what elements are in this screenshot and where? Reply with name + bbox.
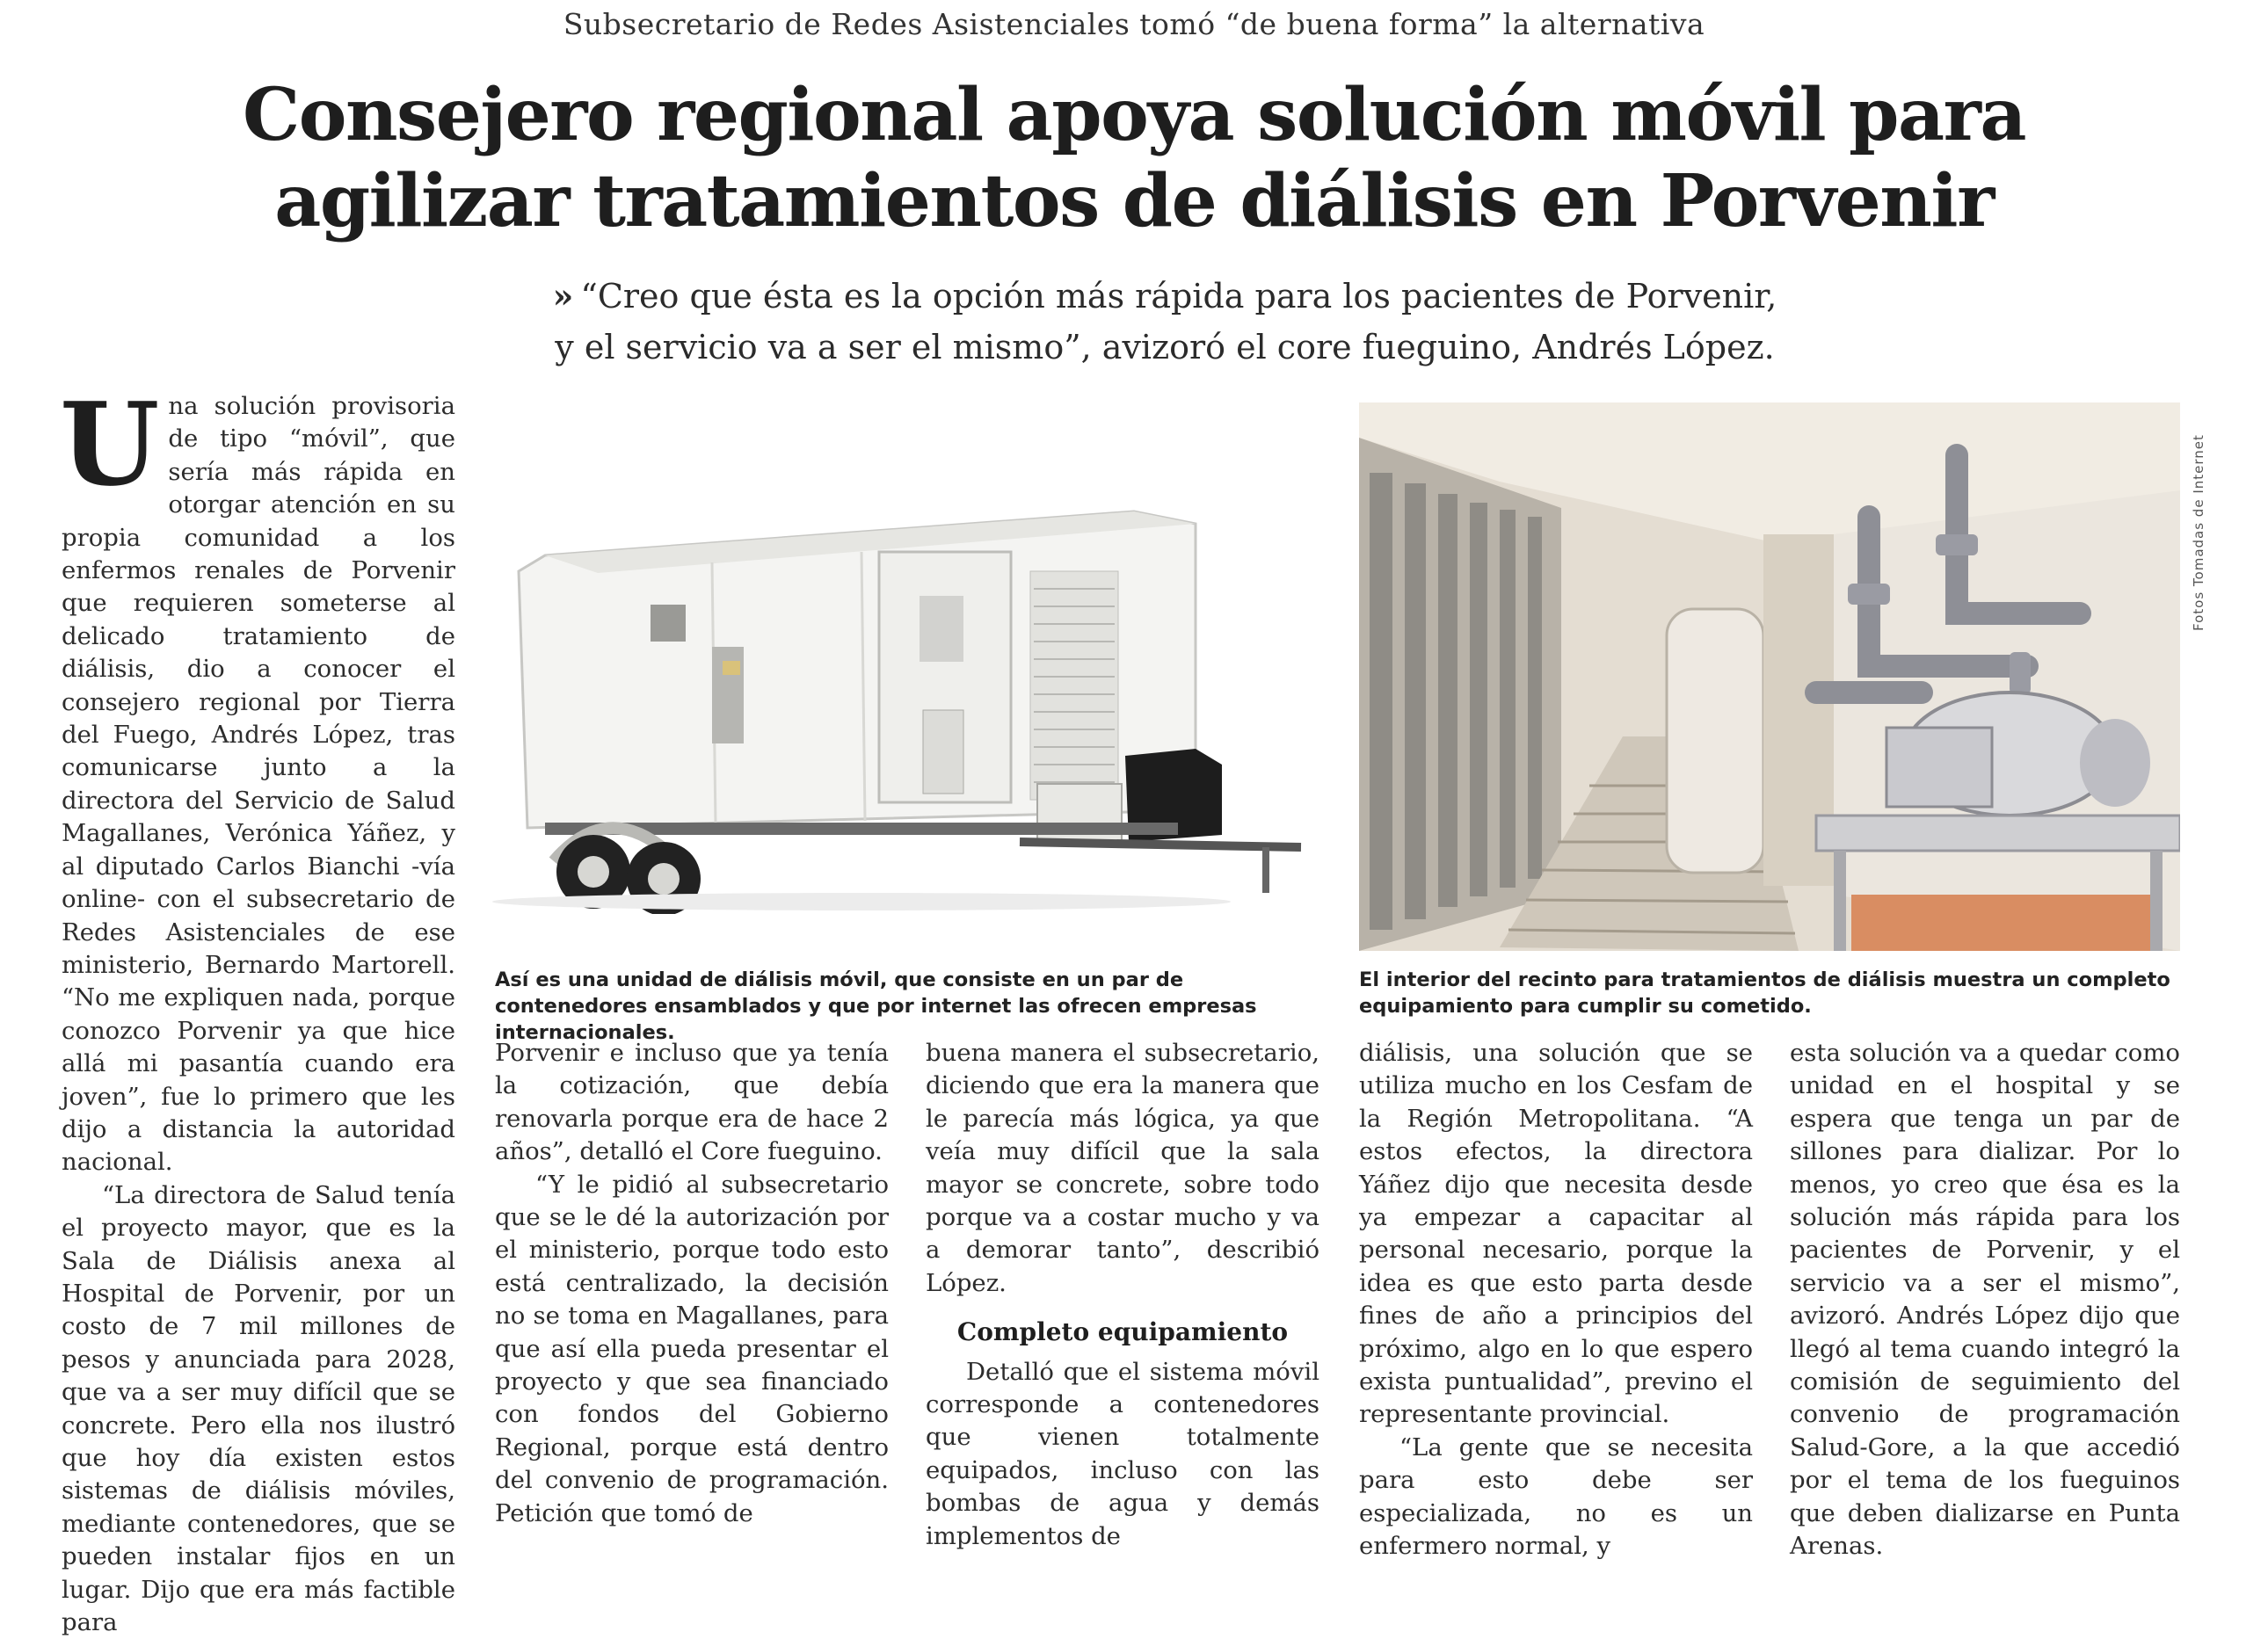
photo-credit: Fotos Tomadas de Internet bbox=[2191, 434, 2206, 631]
chevron-right-icon: » bbox=[552, 276, 574, 315]
deck-line-2: y el servicio va a ser el mismo”, avizoró el core fueguino, Andrés López. bbox=[555, 328, 1775, 366]
article-column-1 bbox=[60, 377, 455, 1639]
subheading: Completo equipamiento bbox=[956, 1317, 1289, 1347]
paragraph: Una solución provisoria de tipo “móvil”, que sería más rápida en otorgar atención en su propia comunidad a los enfermos renales de Porvenir que requieren someterse al delicado tratamiento de diálisis, dio a conocer el consejero regional por Tierra del Fuego, Andrés López, tras comunicarse junto a la directora del Servicio de Salud Magallanes, Verónica Yáñez, y al diputado Carlos Bianchi -vía online- con el subsecretario de Redes Asistenciales de ese ministerio, Bernardo Martorell. “No me expliquen nada, porque conozco Porvenir ya que hice allá mi pasantía cuando era joven”, fue lo primero que les dijo a distancia la autoridad nacional. bbox=[60, 377, 455, 1177]
paragraph: diálisis, una solución que se utiliza mucho en los Cesfam de la Región Metropolitana. “A estos efectos, la directora Yáñez dijo que necesita desde ya empezar a capacitar al personal necesario, porque la idea es que esto parta desde fines de año a principios del próximo, algo en lo que espero exista puntualidad”, previno el representante provincial. bbox=[1359, 1039, 1753, 1429]
article-column-2 bbox=[495, 1037, 889, 1530]
caption-trailer: Así es una unidad de diálisis móvil, que consiste en un par de contenedores ensamblados y que por internet las ofrecen empresas internacionales. bbox=[495, 968, 1257, 1044]
caption-interior: El interior del recinto para tratamientos de diálisis muestra un completo equipamiento para cumplir su cometido. bbox=[1359, 968, 2170, 1018]
article-column-4 bbox=[1359, 1037, 1753, 1563]
interior-illustration bbox=[1359, 402, 2180, 951]
paragraph: Porvenir e incluso que ya tenía la cotización, que debía renovarla porque era de hace 2 años”, detalló el Core fueguino. bbox=[495, 1039, 889, 1166]
article-column-5 bbox=[1790, 1037, 2180, 1563]
photo-dialysis-interior bbox=[1359, 402, 2180, 951]
deck bbox=[527, 271, 1802, 373]
headline bbox=[176, 72, 2092, 244]
headline-line-2: agilizar tratamientos de diálisis en Porvenir bbox=[274, 159, 1994, 243]
deck-text-1: “Creo que ésta es la opción más rápida para los pacientes de Porvenir, bbox=[580, 277, 1777, 315]
kicker: Subsecretario de Redes Asistenciales tomó “de buena forma” la alternativa bbox=[563, 7, 1705, 41]
paragraph: “Y le pidió al subsecretario que se le dé la autorización por el ministerio, porque todo esto está centralizado, la decisión no se toma en Magallanes, para que así ella pueda presentar el proyecto y que sea financiado con fondos del Gobierno Regional, porque está dentro del convenio de programación. Petición que tomó de bbox=[495, 1170, 889, 1527]
paragraph: Detalló que el sistema móvil corresponde a contenedores que vienen totalmente equipados, incluso con las bombas de agua y demás implementos de bbox=[926, 1357, 1319, 1550]
deck-line-1 bbox=[527, 271, 1802, 322]
article-column-3 bbox=[926, 1037, 1319, 1553]
paragraph: “La directora de Salud tenía el proyecto mayor, que es la Sala de Diálisis anexa al Hospital de Porvenir, por un costo de 7 mil millones de pesos y anunciada para 2028, que va a ser muy difícil que se concrete. Pero ella nos ilustró que hoy día existen estos sistemas de diálisis móviles, mediante contenedores, que se pueden instalar fijos en un lugar. Dijo que era más factible para bbox=[62, 1180, 455, 1637]
paragraph: buena manera el subsecretario, diciendo que era la manera que le parecía más lógica, ya que veía muy difícil que la sala mayor se concrete, sobre todo porque va a costar mucho y va a demorar tanto”, describió López. bbox=[926, 1039, 1319, 1297]
paragraph: “La gente que se necesita para esto debe ser especializada, no es un enfermero normal, y bbox=[1359, 1432, 1753, 1561]
drop-cap: U bbox=[60, 377, 160, 511]
headline-line-1: Consejero regional apoya solución móvil para bbox=[242, 73, 2025, 157]
photo-dialysis-trailer bbox=[492, 475, 1336, 914]
paragraph: esta solución va a quedar como unidad en el hospital y se espera que tenga un par de sillones para dializar. Por lo menos, yo creo que ésa es la solución más rápida para los pacientes de Porvenir, y el servicio va a ser el mismo”, avizoró. Andrés López dijo que llegó al tema cuando integró la comisión de seguimiento del convenio de programación Salud-Gore, a la que accedió por el tema de los fueguinos que deben dializarse en Punta Arenas. bbox=[1790, 1039, 2180, 1561]
trailer-illustration bbox=[492, 475, 1336, 914]
